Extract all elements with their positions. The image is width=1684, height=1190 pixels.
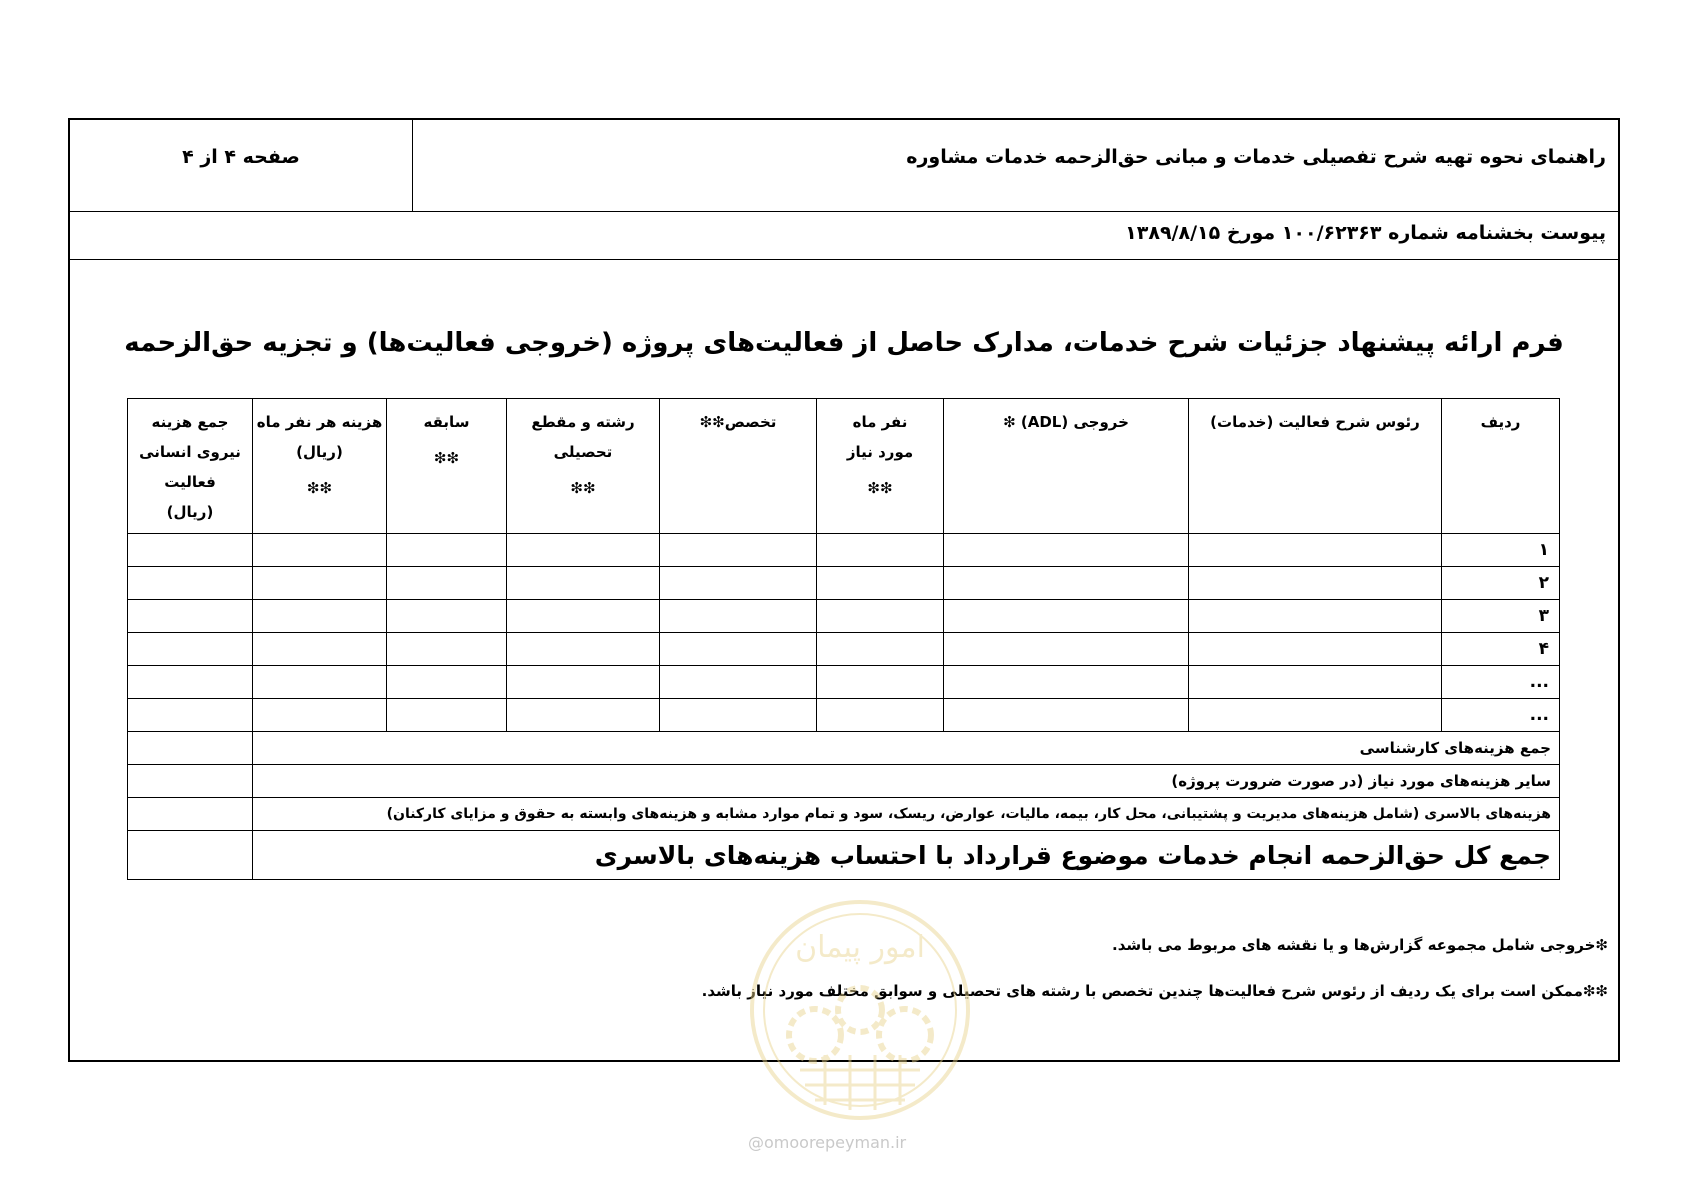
- cell-field[interactable]: [507, 567, 660, 600]
- cell-cost[interactable]: [253, 699, 387, 732]
- cell-cost[interactable]: [253, 534, 387, 567]
- cost-breakdown-table: [127, 398, 1560, 880]
- cell-person-month[interactable]: [817, 699, 944, 732]
- row-number: ...: [1442, 666, 1560, 699]
- table-row: [128, 633, 1560, 666]
- expert-costs-row: [128, 732, 1560, 765]
- cell-output[interactable]: [944, 699, 1189, 732]
- header-person-month: نفر ماه مورد نیاز ❇❇: [817, 399, 944, 534]
- table-row: [128, 666, 1560, 699]
- cell-specialty[interactable]: [660, 666, 817, 699]
- cell-activity[interactable]: [1189, 666, 1442, 699]
- header-activity: رئوس شرح فعالیت (خدمات): [1189, 399, 1442, 534]
- row-number: ۳: [1442, 600, 1560, 633]
- cell-experience[interactable]: [387, 699, 507, 732]
- cell-experience[interactable]: [387, 666, 507, 699]
- expert-costs-value[interactable]: [128, 732, 253, 765]
- table-header-row: [128, 399, 1560, 534]
- cell-activity[interactable]: [1189, 567, 1442, 600]
- cell-total[interactable]: [128, 699, 253, 732]
- document-title: راهنمای نحوه تهیه شرح تفصیلی خدمات و مبانی حق‌الزحمه خدمات مشاوره: [906, 146, 1606, 168]
- watermark-logo: [745, 895, 975, 1125]
- grand-total-label: جمع کل حق‌الزحمه انجام خدمات موضوع قرارداد با احتساب هزینه‌های بالاسری: [253, 831, 1560, 880]
- cell-activity[interactable]: [1189, 600, 1442, 633]
- expert-costs-label: جمع هزینه‌های کارشناسی: [253, 732, 1560, 765]
- cell-total[interactable]: [128, 633, 253, 666]
- table-row: [128, 567, 1560, 600]
- other-costs-label: سایر هزینه‌های مورد نیاز (در صورت ضرورت پروژه): [253, 765, 1560, 798]
- header-divider: [412, 120, 413, 212]
- grand-total-row: [128, 831, 1560, 880]
- header-output: خروجی (ADL) ❇: [944, 399, 1189, 534]
- overhead-row: [128, 798, 1560, 831]
- cell-cost[interactable]: [253, 567, 387, 600]
- cell-person-month[interactable]: [817, 567, 944, 600]
- cell-field[interactable]: [507, 633, 660, 666]
- row-number: ۲: [1442, 567, 1560, 600]
- cell-cost[interactable]: [253, 633, 387, 666]
- subheader-row: [70, 212, 1618, 260]
- form-title: فرم ارائه پیشنهاد جزئیات شرح خدمات، مدارک حاصل از فعالیت‌های پروژه (خروجی فعالیت‌ها) و تجزیه حق‌الزحمه: [124, 328, 1564, 358]
- row-number: ...: [1442, 699, 1560, 732]
- cell-experience[interactable]: [387, 567, 507, 600]
- footnote-output: ❇خروجی شامل مجموعه گزارش‌ها و یا نقشه های مربوط می باشد.: [1112, 936, 1608, 954]
- header-cost-per-month: هزینه هر نفر ماه (ریال) ❇❇: [253, 399, 387, 534]
- overhead-label: هزینه‌های بالاسری (شامل هزینه‌های مدیریت و پشتیبانی، محل کار، بیمه، مالیات، عوارض، ریسک، سود و تمام موارد مشابه و هزینه‌های وابسته به حقوق و مزایای کارکنان): [253, 798, 1560, 831]
- header-row: [70, 120, 1618, 212]
- cell-activity[interactable]: [1189, 534, 1442, 567]
- cell-cost[interactable]: [253, 600, 387, 633]
- grand-total-value[interactable]: [128, 831, 253, 880]
- cell-person-month[interactable]: [817, 600, 944, 633]
- cell-specialty[interactable]: [660, 534, 817, 567]
- cell-total[interactable]: [128, 600, 253, 633]
- cell-output[interactable]: [944, 534, 1189, 567]
- table-row: [128, 699, 1560, 732]
- cell-experience[interactable]: [387, 600, 507, 633]
- watermark-url: @omoorepeyman.ir: [748, 1133, 907, 1152]
- cell-specialty[interactable]: [660, 567, 817, 600]
- header-total-cost: جمع هزینه نیروی انسانی فعالیت (ریال): [128, 399, 253, 534]
- cell-field[interactable]: [507, 666, 660, 699]
- table-row: [128, 600, 1560, 633]
- cell-activity[interactable]: [1189, 699, 1442, 732]
- table-row: [128, 534, 1560, 567]
- cell-cost[interactable]: [253, 666, 387, 699]
- overhead-value[interactable]: [128, 798, 253, 831]
- cell-specialty[interactable]: [660, 633, 817, 666]
- cell-person-month[interactable]: [817, 534, 944, 567]
- row-number: ۱: [1442, 534, 1560, 567]
- header-specialty: تخصص❇❇: [660, 399, 817, 534]
- cell-field[interactable]: [507, 600, 660, 633]
- header-field-degree: رشته و مقطع تحصیلی ❇❇: [507, 399, 660, 534]
- cell-output[interactable]: [944, 567, 1189, 600]
- header-row-number: ردیف: [1442, 399, 1560, 534]
- cell-output[interactable]: [944, 600, 1189, 633]
- cell-specialty[interactable]: [660, 600, 817, 633]
- other-costs-value[interactable]: [128, 765, 253, 798]
- cell-output[interactable]: [944, 633, 1189, 666]
- cell-person-month[interactable]: [817, 633, 944, 666]
- watermark-logo-text: امور پیمان: [795, 930, 925, 965]
- page-number: صفحه ۴ از ۴: [182, 146, 300, 168]
- cell-field[interactable]: [507, 534, 660, 567]
- header-experience: سابقه ❇❇: [387, 399, 507, 534]
- cell-field[interactable]: [507, 699, 660, 732]
- cell-specialty[interactable]: [660, 699, 817, 732]
- cell-output[interactable]: [944, 666, 1189, 699]
- cell-total[interactable]: [128, 534, 253, 567]
- row-number: ۴: [1442, 633, 1560, 666]
- cell-total[interactable]: [128, 666, 253, 699]
- cell-person-month[interactable]: [817, 666, 944, 699]
- cell-experience[interactable]: [387, 633, 507, 666]
- circular-reference: پیوست بخشنامه شماره ۱۰۰/۶۲۳۶۳ مورخ ۱۳۸۹/۸/۱۵: [1125, 222, 1606, 244]
- cell-total[interactable]: [128, 567, 253, 600]
- other-costs-row: [128, 765, 1560, 798]
- cell-experience[interactable]: [387, 534, 507, 567]
- cell-activity[interactable]: [1189, 633, 1442, 666]
- footnote-specialty: ❇❇ممکن است برای یک ردیف از رئوس شرح فعالیت‌ها چندین تخصص با رشته های تحصیلی و سوابق مختلف مورد نیاز باشد.: [701, 982, 1608, 1000]
